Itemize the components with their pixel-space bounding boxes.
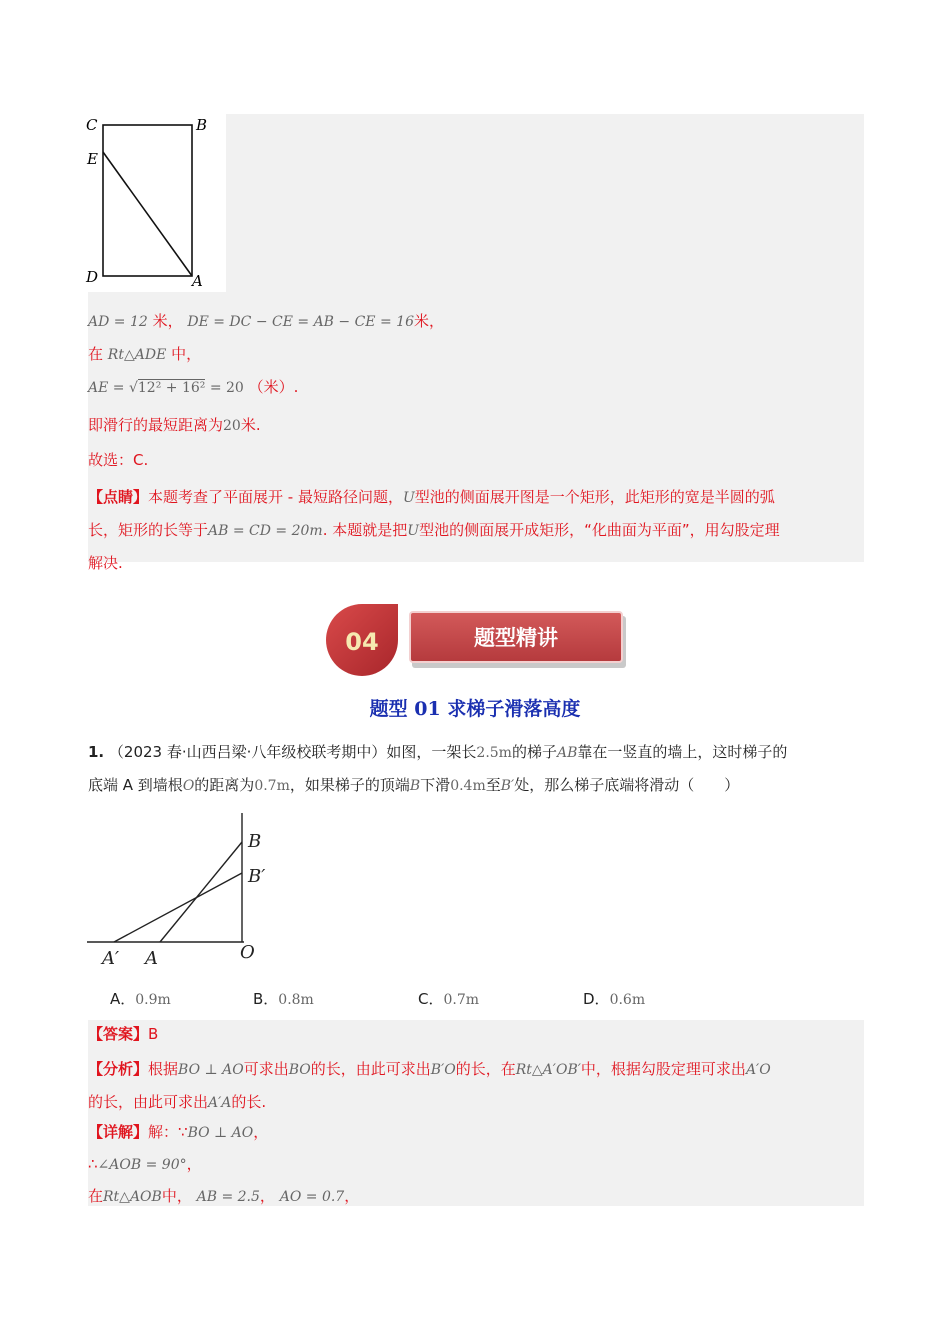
label-a2: A bbox=[145, 948, 158, 969]
label-b: B bbox=[196, 116, 208, 134]
label-a: A bbox=[192, 272, 203, 290]
badge-number: 04 bbox=[345, 628, 379, 656]
option-a[interactable]: A．0.9m bbox=[110, 990, 171, 1008]
label-b2: B bbox=[248, 831, 262, 852]
solution-line-3: AE = √12² + 16² = 20 （米）. bbox=[88, 378, 299, 396]
rectangle-figure bbox=[84, 114, 226, 292]
option-c[interactable]: C．0.7m bbox=[418, 990, 480, 1008]
badge-title: 题型精讲 bbox=[474, 626, 558, 650]
section-badge bbox=[322, 600, 630, 678]
detail-line-3: 在Rt△AOB中， AB = 2.5， AO = 0.7， bbox=[88, 1187, 360, 1205]
ladder-figure bbox=[84, 805, 284, 973]
option-d[interactable]: D．0.6m bbox=[583, 990, 646, 1008]
option-b[interactable]: B．0.8m bbox=[253, 990, 314, 1008]
label-bprime: B′ bbox=[248, 866, 266, 887]
answer-line: 【答案】B bbox=[88, 1025, 159, 1043]
type-title: 题型 01 求梯子滑落高度 bbox=[369, 698, 581, 720]
label-aprime: A′ bbox=[102, 948, 120, 969]
solution-line-2: 在 Rt△ADE 中， bbox=[88, 345, 202, 363]
solution-line-4: 即滑行的最短距离为20米. bbox=[88, 416, 261, 434]
solution-comment: 【点睛】本题考查了平面展开 - 最短路径问题，U型池的侧面展开图是一个矩形，此矩形的宽是半圆的弧 长，矩形的长等于AB = CD = 20m. 本题就是把U型池的侧面展开成矩形，“化曲面为平面”，用勾股定理 解决. bbox=[88, 488, 780, 572]
detail-line-2: ∴∠AOB = 90°， bbox=[88, 1155, 202, 1173]
detail-line-1: 【详解】解：∵BO ⊥ AO， bbox=[88, 1123, 269, 1141]
ladder-ab bbox=[160, 842, 242, 942]
solution-conclusion: 故选：C. bbox=[88, 451, 149, 469]
label-o: O bbox=[240, 942, 255, 963]
question-text: 1. （2023 春·山西吕梁·八年级校联考期中）如图，一架长2.5m的梯子AB靠在一竖直的墙上，这时梯子的 底端 A 到墙根O的距离为0.7m，如果梯子的顶端B下滑0.4m至B′处，那么梯子底端将滑动（ ） bbox=[88, 743, 788, 794]
label-d: D bbox=[86, 268, 99, 286]
solution-line-1: AD = 12 米， DE = DC − CE = AB − CE = 16米， bbox=[88, 312, 444, 330]
label-e: E bbox=[87, 150, 98, 168]
analysis-text: 【分析】根据BO ⊥ AO可求出BO的长，由此可求出B′O的长，在Rt△A′OB′中，根据勾股定理可求出A′O 的长，由此可求出A′A的长. bbox=[88, 1060, 771, 1111]
ladder-apbp bbox=[114, 873, 242, 942]
label-c: C bbox=[86, 116, 98, 134]
